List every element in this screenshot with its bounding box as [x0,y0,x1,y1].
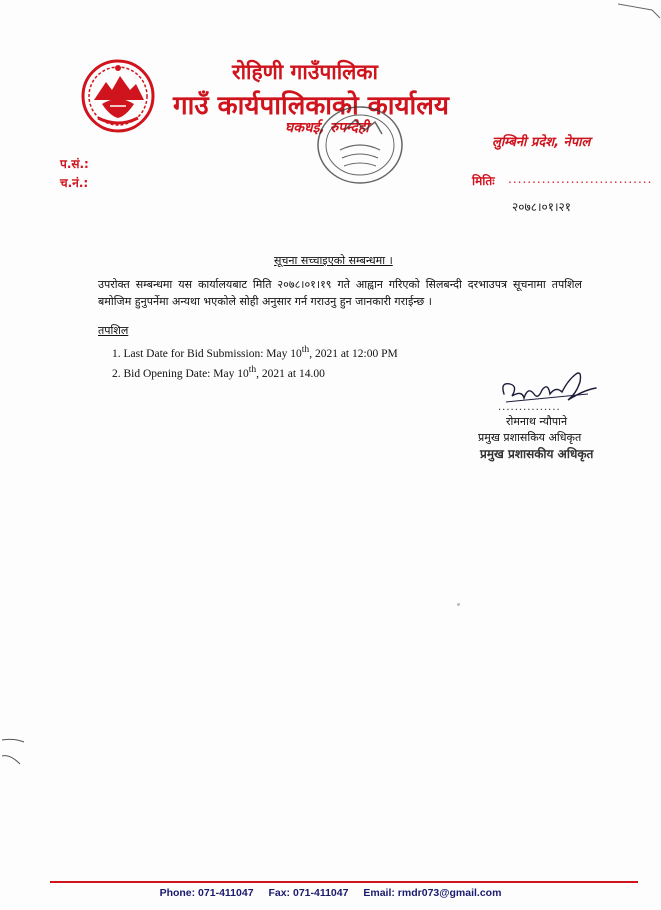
office-seal-stamp-icon [310,100,410,190]
province-label: लुम्बिनी प्रदेश, नेपाल [492,135,591,150]
ps-label: प.सं.: [60,157,89,171]
details-heading: तपशिल [98,324,129,337]
scan-speck [457,603,460,606]
signature-dots: ............... [498,402,561,413]
details-list [112,342,398,382]
footer-phone: Phone: 071-411047 [159,887,254,899]
footer-email: Email: rmdr073@gmail.com [363,887,502,899]
signatory-name: रोमनाथ न्यौपाने [506,415,568,428]
list-item [112,342,398,362]
municipality-name: रोहिणी गाउँपालिका [232,60,378,84]
corner-mark-icon [612,0,661,20]
subject-line: सूचना सच्चाइएको सम्बन्धमा । [274,254,393,267]
date-value: २०७८।०१।२१ [512,200,572,214]
nepal-emblem-icon [80,58,156,134]
signatory-stamp-title: प्रमुख प्रशासकीय अधिकृत [480,447,594,461]
notice-paragraph: उपरोक्त सम्बन्धमा यस कार्यालयबाट मिति २०७८।०१।१९ गते आह्वान गरिएको सिलबन्दी दरभाउपत्र सूचनामा तपशिल बमोजिम हुनुपर्नेमा अन्यथा भएकोले सोही अनुसार गर्न गराउनु हुन जानकारी गराईन्छ । [98,278,582,308]
cn-label: च.नं.: [60,176,89,190]
list-item-text: Last Date for Bid Submission: May 10 [123,347,302,360]
list-item [112,362,398,382]
list-item-text-tail: , 2021 at 12:00 PM [309,347,398,360]
date-dots: .............................. [508,172,653,186]
list-item-sup: th [248,363,257,375]
list-item-number: 1. [112,347,121,360]
footer-contacts [0,887,661,899]
signatory-title: प्रमुख प्रशासकिय अधिकृत [478,431,582,444]
margin-mark-icon [0,730,30,770]
date-label: मितिः [472,174,495,188]
office-name: गाउँ कार्यपालिकाको कार्यालय [173,91,449,121]
list-item-sup: th [301,344,310,355]
office-address: घकधई, रुपन्देही [285,120,369,136]
list-item-text-tail: , 2021 at 14.00 [256,367,325,380]
footer-divider [50,881,638,883]
footer-fax: Fax: 071-411047 [268,887,349,899]
list-item-text: Bid Opening Date: May 10 [123,367,249,380]
list-item-number: 2. [112,367,121,380]
